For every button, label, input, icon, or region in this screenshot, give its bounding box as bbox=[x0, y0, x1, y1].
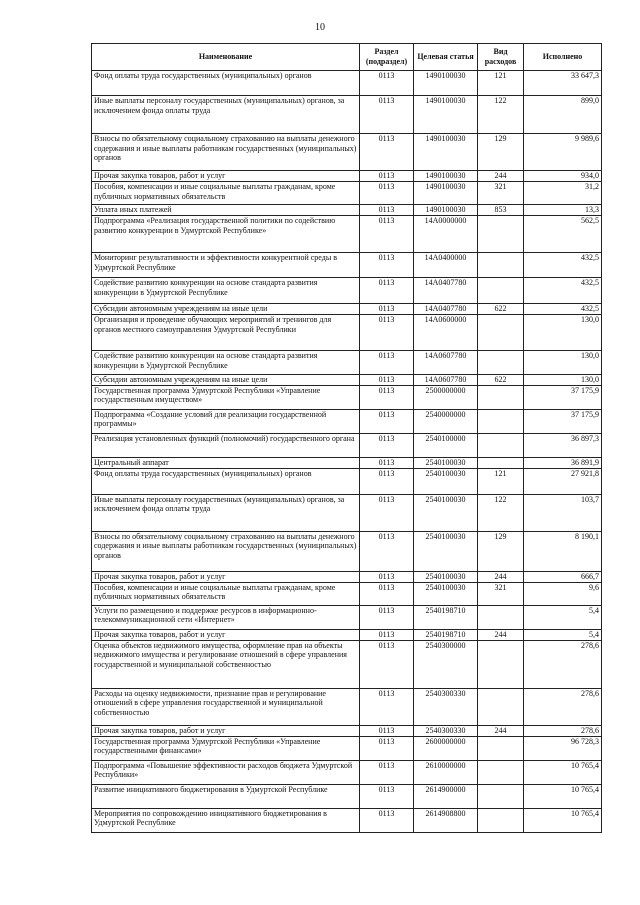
row-executed: 278,6 bbox=[524, 640, 602, 688]
table-row bbox=[92, 433, 602, 457]
table-row bbox=[92, 182, 602, 205]
row-expense-type bbox=[478, 605, 524, 629]
row-name: Фонд оплаты труда государственных (муниципальных) органов bbox=[92, 71, 360, 96]
row-name: Иные выплаты персоналу государственных (муниципальных) органов, за исключением фонда оплаты труда bbox=[92, 494, 360, 531]
row-executed: 36 891,9 bbox=[524, 457, 602, 468]
row-name: Субсидии автономным учреждениям на иные цели bbox=[92, 304, 360, 315]
table-row bbox=[92, 468, 602, 494]
row-target: 2540100030 bbox=[414, 571, 478, 582]
row-executed: 10 765,4 bbox=[524, 808, 602, 832]
table-row bbox=[92, 71, 602, 96]
table-row bbox=[92, 457, 602, 468]
header-expense-type: Вид расходов bbox=[478, 44, 524, 71]
row-target: 2540100030 bbox=[414, 531, 478, 571]
row-executed: 130,0 bbox=[524, 351, 602, 375]
table-row bbox=[92, 205, 602, 216]
row-expense-type bbox=[478, 736, 524, 760]
row-section: 0113 bbox=[360, 468, 414, 494]
header-name: Наименование bbox=[92, 44, 360, 71]
budget-table bbox=[91, 43, 602, 833]
row-expense-type bbox=[478, 457, 524, 468]
row-section: 0113 bbox=[360, 375, 414, 386]
row-executed: 666,7 bbox=[524, 571, 602, 582]
row-executed: 9,6 bbox=[524, 582, 602, 605]
table-row bbox=[92, 375, 602, 386]
row-executed: 10 765,4 bbox=[524, 784, 602, 808]
row-executed: 8 190,1 bbox=[524, 531, 602, 571]
row-name: Развитие инициативного бюджетирования в Удмуртской Республике bbox=[92, 784, 360, 808]
row-expense-type: 244 bbox=[478, 171, 524, 182]
row-expense-type: 244 bbox=[478, 725, 524, 736]
row-section: 0113 bbox=[360, 171, 414, 182]
row-name: Прочая закупка товаров, работ и услуг bbox=[92, 571, 360, 582]
row-executed: 278,6 bbox=[524, 688, 602, 725]
row-section: 0113 bbox=[360, 605, 414, 629]
row-target: 1490100030 bbox=[414, 134, 478, 171]
row-name: Услуги по размещению и поддержке ресурсов в информационно-телекоммуникационной сети «Интернет» bbox=[92, 605, 360, 629]
table-row bbox=[92, 531, 602, 571]
row-executed: 5,4 bbox=[524, 605, 602, 629]
row-expense-type: 122 bbox=[478, 494, 524, 531]
table-row bbox=[92, 629, 602, 640]
row-name: Оценка объектов недвижимого имущества, оформление прав на объекты недвижимого имущества и регулирование отношений в сфере управления государственной и муниципальной собственностью bbox=[92, 640, 360, 688]
row-executed: 31,2 bbox=[524, 182, 602, 205]
row-target: 14А0600000 bbox=[414, 315, 478, 351]
row-expense-type bbox=[478, 640, 524, 688]
table-row bbox=[92, 253, 602, 278]
row-section: 0113 bbox=[360, 531, 414, 571]
row-section: 0113 bbox=[360, 760, 414, 784]
row-name: Фонд оплаты труда государственных (муниципальных) органов bbox=[92, 468, 360, 494]
row-executed: 33 647,3 bbox=[524, 71, 602, 96]
row-name: Содействие развитию конкуренции на основе стандарта развития конкуренции в Удмуртской Республике bbox=[92, 351, 360, 375]
row-section: 0113 bbox=[360, 688, 414, 725]
row-executed: 432,5 bbox=[524, 253, 602, 278]
row-executed: 9 989,6 bbox=[524, 134, 602, 171]
row-expense-type: 244 bbox=[478, 571, 524, 582]
row-executed: 432,5 bbox=[524, 304, 602, 315]
row-executed: 37 175,9 bbox=[524, 385, 602, 409]
row-executed: 103,7 bbox=[524, 494, 602, 531]
row-name: Расходы на оценку недвижимости, признание прав и регулирование отношений в сфере управления государственной и муниципальной собственностью bbox=[92, 688, 360, 725]
row-name: Центральный аппарат bbox=[92, 457, 360, 468]
header-executed: Исполнено bbox=[524, 44, 602, 71]
row-executed: 96 728,3 bbox=[524, 736, 602, 760]
row-expense-type: 129 bbox=[478, 531, 524, 571]
row-expense-type bbox=[478, 784, 524, 808]
row-expense-type: 244 bbox=[478, 629, 524, 640]
row-name: Пособия, компенсации и иные социальные выплаты гражданам, кроме публичных нормативных обязательств bbox=[92, 582, 360, 605]
row-target: 14А0607780 bbox=[414, 351, 478, 375]
row-target: 2540300330 bbox=[414, 688, 478, 725]
row-name: Прочая закупка товаров, работ и услуг bbox=[92, 171, 360, 182]
row-expense-type: 622 bbox=[478, 304, 524, 315]
row-expense-type: 853 bbox=[478, 205, 524, 216]
table-row bbox=[92, 640, 602, 688]
row-section: 0113 bbox=[360, 736, 414, 760]
row-name: Прочая закупка товаров, работ и услуг bbox=[92, 725, 360, 736]
row-target: 1490100030 bbox=[414, 205, 478, 216]
row-target: 2540300330 bbox=[414, 725, 478, 736]
row-target: 2614908800 bbox=[414, 808, 478, 832]
table-row bbox=[92, 304, 602, 315]
table-row bbox=[92, 409, 602, 433]
row-expense-type: 321 bbox=[478, 582, 524, 605]
row-name: Иные выплаты персоналу государственных (муниципальных) органов, за исключением фонда оплаты труда bbox=[92, 96, 360, 134]
row-expense-type bbox=[478, 433, 524, 457]
table-row bbox=[92, 494, 602, 531]
row-executed: 934,0 bbox=[524, 171, 602, 182]
row-section: 0113 bbox=[360, 457, 414, 468]
row-target: 14А0607780 bbox=[414, 375, 478, 386]
table-row bbox=[92, 96, 602, 134]
row-name: Содействие развитию конкуренции на основе стандарта развития конкуренции в Удмуртской Республике bbox=[92, 278, 360, 304]
row-executed: 432,5 bbox=[524, 278, 602, 304]
row-section: 0113 bbox=[360, 216, 414, 253]
table-row bbox=[92, 784, 602, 808]
row-target: 2540100030 bbox=[414, 457, 478, 468]
table-row bbox=[92, 385, 602, 409]
row-section: 0113 bbox=[360, 96, 414, 134]
table-row bbox=[92, 315, 602, 351]
row-name: Государственная программа Удмуртской Республики «Управление государственным имуществом» bbox=[92, 385, 360, 409]
row-name: Государственная программа Удмуртской Республики «Управление государственными финансами» bbox=[92, 736, 360, 760]
row-section: 0113 bbox=[360, 494, 414, 531]
row-section: 0113 bbox=[360, 253, 414, 278]
row-section: 0113 bbox=[360, 304, 414, 315]
row-executed: 278,6 bbox=[524, 725, 602, 736]
table-row bbox=[92, 571, 602, 582]
header-target: Целевая статья bbox=[414, 44, 478, 71]
table-row bbox=[92, 216, 602, 253]
table-row bbox=[92, 725, 602, 736]
row-section: 0113 bbox=[360, 409, 414, 433]
row-section: 0113 bbox=[360, 640, 414, 688]
row-target: 1490100030 bbox=[414, 71, 478, 96]
row-section: 0113 bbox=[360, 205, 414, 216]
row-executed: 130,0 bbox=[524, 375, 602, 386]
row-name: Подпрограмма «Реализация государственной политики по содействию развитию конкуренции в Удмуртской Республике» bbox=[92, 216, 360, 253]
row-target: 14А0407780 bbox=[414, 304, 478, 315]
row-expense-type bbox=[478, 385, 524, 409]
row-executed: 10 765,4 bbox=[524, 760, 602, 784]
row-executed: 37 175,9 bbox=[524, 409, 602, 433]
row-section: 0113 bbox=[360, 433, 414, 457]
row-expense-type bbox=[478, 278, 524, 304]
row-target: 2600000000 bbox=[414, 736, 478, 760]
row-expense-type: 121 bbox=[478, 468, 524, 494]
row-section: 0113 bbox=[360, 571, 414, 582]
row-target: 2540000000 bbox=[414, 409, 478, 433]
row-target: 2540100030 bbox=[414, 468, 478, 494]
row-section: 0113 bbox=[360, 629, 414, 640]
row-expense-type: 121 bbox=[478, 71, 524, 96]
row-name: Мониторинг результативности и эффективности конкурентной среды в Удмуртской Республике bbox=[92, 253, 360, 278]
table-row bbox=[92, 582, 602, 605]
table-row bbox=[92, 808, 602, 832]
row-expense-type bbox=[478, 808, 524, 832]
row-target: 2540300000 bbox=[414, 640, 478, 688]
row-executed: 5,4 bbox=[524, 629, 602, 640]
row-section: 0113 bbox=[360, 134, 414, 171]
row-expense-type bbox=[478, 688, 524, 725]
row-expense-type: 129 bbox=[478, 134, 524, 171]
table-row bbox=[92, 278, 602, 304]
row-target: 2540100030 bbox=[414, 494, 478, 531]
row-executed: 27 921,8 bbox=[524, 468, 602, 494]
row-name: Реализация установленных функций (полномочий) государственного органа bbox=[92, 433, 360, 457]
row-name: Организация и проведение обучающих мероприятий и тренингов для органов местного самоуправления Удмуртской Республики bbox=[92, 315, 360, 351]
row-target: 2540198710 bbox=[414, 629, 478, 640]
row-target: 1490100030 bbox=[414, 96, 478, 134]
row-expense-type bbox=[478, 409, 524, 433]
row-expense-type bbox=[478, 315, 524, 351]
row-target: 14А0400000 bbox=[414, 253, 478, 278]
row-target: 2500000000 bbox=[414, 385, 478, 409]
row-target: 2540100030 bbox=[414, 582, 478, 605]
row-executed: 130,0 bbox=[524, 315, 602, 351]
row-name: Подпрограмма «Создание условий для реализации государственной программы» bbox=[92, 409, 360, 433]
table-row bbox=[92, 134, 602, 171]
row-name: Прочая закупка товаров, работ и услуг bbox=[92, 629, 360, 640]
row-target: 2610000000 bbox=[414, 760, 478, 784]
row-expense-type bbox=[478, 351, 524, 375]
row-name: Субсидии автономным учреждениям на иные цели bbox=[92, 375, 360, 386]
row-section: 0113 bbox=[360, 278, 414, 304]
header-row bbox=[92, 44, 602, 71]
row-name: Взносы по обязательному социальному страхованию на выплаты денежного содержания и иные выплаты работникам государственных (муниципальных) органов bbox=[92, 134, 360, 171]
row-executed: 562,5 bbox=[524, 216, 602, 253]
row-target: 2540198710 bbox=[414, 605, 478, 629]
row-executed: 36 897,3 bbox=[524, 433, 602, 457]
table-row bbox=[92, 736, 602, 760]
row-expense-type bbox=[478, 216, 524, 253]
row-expense-type bbox=[478, 760, 524, 784]
row-name: Подпрограмма «Повышение эффективности расходов бюджета Удмуртской Республики» bbox=[92, 760, 360, 784]
table-row bbox=[92, 760, 602, 784]
row-name: Пособия, компенсации и иные социальные выплаты гражданам, кроме публичных нормативных обязательств bbox=[92, 182, 360, 205]
row-section: 0113 bbox=[360, 182, 414, 205]
page-number: 10 bbox=[315, 22, 325, 33]
row-expense-type: 321 bbox=[478, 182, 524, 205]
row-expense-type: 622 bbox=[478, 375, 524, 386]
row-name: Взносы по обязательному социальному страхованию на выплаты денежного содержания и иные выплаты работникам государственных (муниципальных) органов bbox=[92, 531, 360, 571]
row-section: 0113 bbox=[360, 784, 414, 808]
row-target: 2614900000 bbox=[414, 784, 478, 808]
row-target: 1490100030 bbox=[414, 182, 478, 205]
row-section: 0113 bbox=[360, 725, 414, 736]
row-section: 0113 bbox=[360, 385, 414, 409]
row-target: 14А0407780 bbox=[414, 278, 478, 304]
table-row bbox=[92, 688, 602, 725]
row-section: 0113 bbox=[360, 582, 414, 605]
table-row bbox=[92, 605, 602, 629]
row-section: 0113 bbox=[360, 351, 414, 375]
row-target: 14А0000000 bbox=[414, 216, 478, 253]
table-row bbox=[92, 351, 602, 375]
row-name: Мероприятия по сопровождению инициативного бюджетирования в Удмуртской Республике bbox=[92, 808, 360, 832]
row-target: 1490100030 bbox=[414, 171, 478, 182]
row-executed: 899,0 bbox=[524, 96, 602, 134]
row-target: 2540100000 bbox=[414, 433, 478, 457]
row-executed: 13,3 bbox=[524, 205, 602, 216]
table-row bbox=[92, 171, 602, 182]
row-expense-type: 122 bbox=[478, 96, 524, 134]
row-section: 0113 bbox=[360, 808, 414, 832]
row-section: 0113 bbox=[360, 71, 414, 96]
row-name: Уплата иных платежей bbox=[92, 205, 360, 216]
header-section: Раздел (подраздел) bbox=[360, 44, 414, 71]
row-expense-type bbox=[478, 253, 524, 278]
row-section: 0113 bbox=[360, 315, 414, 351]
